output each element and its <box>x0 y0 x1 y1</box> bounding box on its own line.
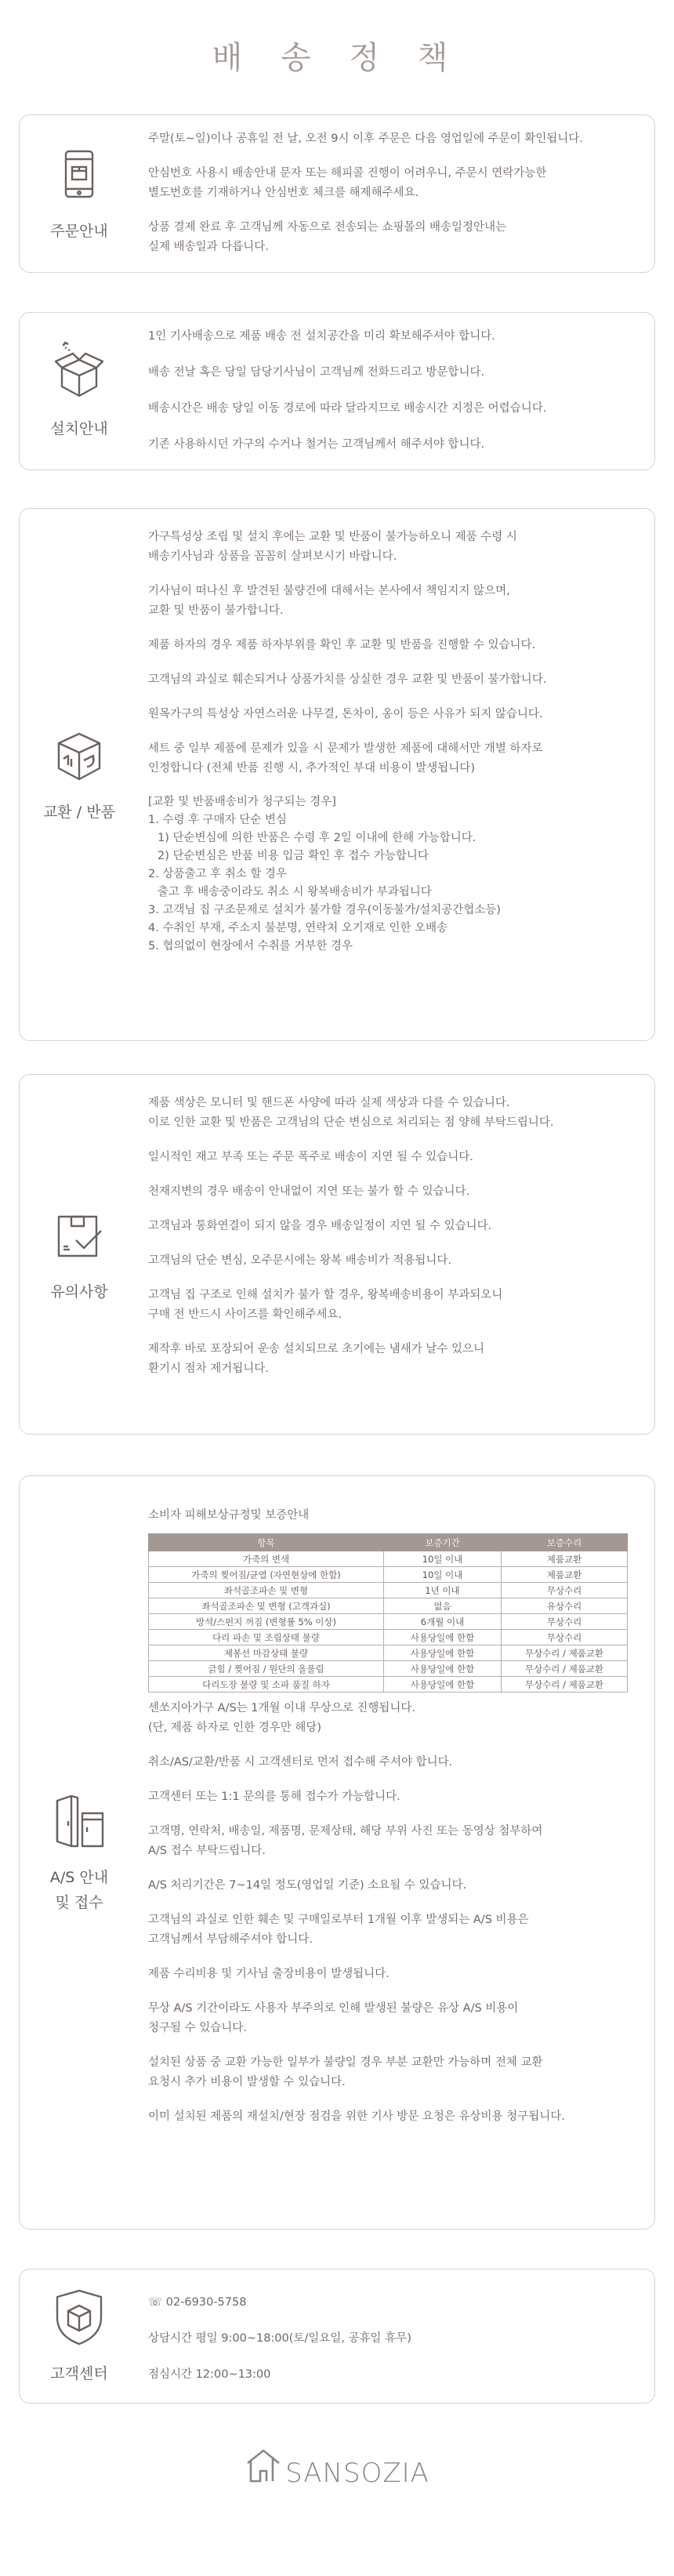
exchange-return-side <box>20 509 139 1040</box>
table-cell: 6개월 이내 <box>384 1614 502 1630</box>
order-info-label: 주문안내 <box>50 222 108 240</box>
table-header: 보증수리 <box>502 1534 628 1551</box>
cs-lunch: 점심시간 12:00~13:00 <box>148 2368 271 2381</box>
table-row <box>149 1598 628 1614</box>
caution-paragraph: 고객님과 통화연결이 되지 않을 경우 배송일정이 지연 될 수 있습니다. <box>148 1220 492 1232</box>
exchange-paragraph: 고객님의 과실로 훼손되거나 상품가치를 상실한 경우 교환 및 반품이 불가합니다. <box>148 673 547 686</box>
table-row <box>149 1661 628 1677</box>
table-header-row <box>149 1534 628 1551</box>
table-cell: 무상수리 <box>502 1630 628 1645</box>
table-row <box>149 1677 628 1693</box>
as-paragraph: 고객센터 또는 1:1 문의를 통해 접수가 가능합니다. <box>148 1791 400 1803</box>
table-cell: 방석/스펀지 꺼짐 (변형률 5% 이상) <box>149 1614 384 1630</box>
order-paragraph: 상품 결제 완료 후 고객님께 자동으로 전송되는 쇼핑몰의 배송일정안내는 실제 배송일과 다릅니다. <box>148 221 507 253</box>
brand-logo <box>0 2447 674 2487</box>
as-section <box>19 1475 655 2230</box>
install-paragraph: 1인 기사배송으로 제품 배송 전 설치공간을 미리 확보해주셔야 합니다. <box>148 330 495 343</box>
as-paragraph: 고객님의 과실로 인한 훼손 및 구매일로부터 1개월 이후 발생되는 A/S 비용은 고객님께서 부담해주셔야 합니다. <box>148 1914 529 1946</box>
table-row <box>149 1630 628 1645</box>
table-row <box>149 1614 628 1630</box>
table-row <box>149 1551 628 1567</box>
return-box-icon <box>48 724 111 790</box>
return-fee-list-title: [교환 및 반품배송비가 청구되는 경우] <box>148 796 336 808</box>
install-paragraph: 배송시간은 배송 당일 이동 경로에 따라 달라지므로 배송시간 지정은 어렵습니다. <box>148 402 547 415</box>
caution-label: 유의사항 <box>50 1283 108 1301</box>
table-cell: 무상수리 / 제품교환 <box>502 1645 628 1661</box>
table-cell: 10일 이내 <box>384 1567 502 1583</box>
warranty-table <box>148 1533 628 1693</box>
install-info-section <box>19 312 655 470</box>
exchange-paragraph: 제품 하자의 경우 제품 하자부위를 확인 후 교환 및 반품을 진행할 수 있습니다. <box>148 639 536 651</box>
caution-section <box>19 1074 655 1435</box>
table-header: 항목 <box>149 1534 384 1551</box>
table-cell: 다리도장 불량 및 소파 품질 하자 <box>149 1677 384 1693</box>
order-info-side <box>20 115 139 272</box>
table-cell: 사용당일에 한함 <box>384 1677 502 1693</box>
table-cell: 무상수리 <box>502 1614 628 1630</box>
list-item: 출고 후 배송중이라도 취소 시 왕복배송비가 부과됩니다 <box>158 886 432 898</box>
table-cell: 사용당일에 한함 <box>384 1630 502 1645</box>
table-cell: 무상수리 / 제품교환 <box>502 1677 628 1693</box>
table-cell: 사용당일에 한함 <box>384 1661 502 1677</box>
list-item: 2. 상품출고 후 취소 할 경우 <box>148 868 287 880</box>
caution-paragraph: 제작후 바로 포장되어 운송 설치되므로 초기에는 냄새가 날수 있으니 환기시 점차 제거됩니다. <box>148 1343 485 1375</box>
house-logo-icon <box>245 2447 282 2487</box>
as-paragraph: 센쏘지아가구 A/S는 1개월 이내 무상으로 진행됩니다. (단, 제품 하자로 인한 경우만 해당) <box>148 1702 416 1734</box>
caution-paragraph: 천재지변의 경우 배송이 안내없이 지연 또는 불가 할 수 있습니다. <box>148 1185 470 1198</box>
table-cell: 제품교환 <box>502 1551 628 1567</box>
list-item: 1) 단순변심에 의한 반품은 수령 후 2일 이내에 한해 가능합니다. <box>158 832 477 844</box>
table-cell: 없음 <box>384 1598 502 1614</box>
install-paragraph: 배송 전날 혹은 당일 담당기사님이 고객님께 전화드리고 방문합니다. <box>148 366 485 379</box>
table-cell: 유상수리 <box>502 1598 628 1614</box>
order-paragraph: 안심번호 사용시 배송안내 문자 또는 해피콜 진행이 어려우니, 주문시 연락가능한 별도번호를 기재하거나 안심번호 체크를 해제해주세요. <box>148 167 547 199</box>
exchange-return-section <box>19 508 655 1041</box>
page-title: 배 송 정 책 <box>212 40 462 76</box>
caution-side <box>20 1075 139 1434</box>
table-row <box>149 1645 628 1661</box>
as-paragraph: 이미 설치된 제품의 재설치/현장 점검을 위한 기사 방문 요청은 유상비용 청구됩니다. <box>148 2110 565 2123</box>
customer-center-label: 고객센터 <box>50 2364 108 2382</box>
table-row <box>149 1567 628 1583</box>
as-label: A/S 안내 및 접수 <box>49 1868 109 1911</box>
as-side <box>20 1476 139 2229</box>
box-check-icon <box>48 1204 111 1270</box>
exchange-paragraph: 기사님이 떠나신 후 발견된 불량건에 대해서는 본사에서 책임지지 않으며, 교환 및 반품이 불가합니다. <box>148 585 510 617</box>
as-paragraph: 고객명, 연락처, 배송일, 제품명, 문제상태, 해당 부위 사진 또는 동영상 첨부하여 A/S 접수 부탁드립니다. <box>148 1825 543 1857</box>
table-cell: 1년 이내 <box>384 1583 502 1598</box>
list-item: 5. 협의없이 현장에서 수취를 거부한 경우 <box>148 940 353 952</box>
table-cell: 무상수리 / 제품교환 <box>502 1661 628 1677</box>
as-paragraph: 설치된 상품 중 교환 가능한 일부가 불량일 경우 부분 교환만 가능하며 전체 교환 요청시 추가 비용이 발생할 수 있습니다. <box>148 2056 543 2088</box>
doors-icon <box>48 1790 111 1856</box>
as-paragraph: 취소/AS/교환/반품 시 고객센터로 먼저 접수해 주셔야 합니다. <box>148 1756 453 1769</box>
caution-paragraph: 고객님의 단순 변심, 오주문시에는 왕복 배송비가 적용됩니다. <box>148 1254 452 1267</box>
install-info-side <box>20 313 139 470</box>
exchange-return-label: 교환 / 반품 <box>43 803 115 821</box>
exchange-paragraph: 원목가구의 특성상 자연스러운 나무결, 톤차이, 옹이 등은 사유가 되지 않습니다. <box>148 708 543 720</box>
table-cell: 다리 파손 및 조립상태 불량 <box>149 1630 384 1645</box>
list-item: 1. 수령 후 구매자 단순 변심 <box>148 814 287 826</box>
shield-box-icon <box>48 2286 111 2352</box>
table-cell: 긁힘 / 찢어짐 / 원단의 올풀림 <box>149 1661 384 1677</box>
cs-phone: ☏ 02-6930-5758 <box>148 2296 247 2309</box>
exchange-paragraph: 세트 중 일부 제품에 문제가 있을 시 문제가 발생한 제품에 대해서만 개별 하자로 인정합니다 (전체 반품 진행 시, 추가적인 부대 비용이 발생됩니다) <box>148 742 543 775</box>
caution-paragraph: 고객님 집 구조로 인해 설치가 불가 할 경우, 왕복배송비용이 부과되오니 구매 전 반드시 사이즈를 확인해주세요. <box>148 1289 503 1321</box>
customer-center-side <box>20 2269 139 2403</box>
open-box-icon <box>48 341 111 407</box>
table-cell: 좌석골조파손 및 변형 <box>149 1583 384 1598</box>
as-paragraph: 무상 A/S 기간이라도 사용자 부주의로 인해 발생된 불량은 유상 A/S 비용이 청구될 수 있습니다. <box>148 2002 519 2034</box>
table-cell: 제품교환 <box>502 1567 628 1583</box>
as-paragraph: A/S 처리기간은 7~14일 정도(영업일 기준) 소요될 수 있습니다. <box>148 1879 467 1892</box>
table-cell: 가죽의 찢어짐/균열 (자연현상에 한함) <box>149 1567 384 1583</box>
tablet-icon <box>48 143 111 209</box>
install-paragraph: 기존 사용하시던 가구의 수거나 철거는 고객님께서 해주셔야 합니다. <box>148 438 485 451</box>
table-cell: 가죽의 변색 <box>149 1551 384 1567</box>
caution-paragraph: 일시적인 재고 부족 또는 주문 폭주로 배송이 지연 될 수 있습니다. <box>148 1151 473 1163</box>
order-info-section <box>19 114 655 273</box>
table-header: 보증기간 <box>384 1534 502 1551</box>
table-cell: 제봉선 마감상태 불량 <box>149 1645 384 1661</box>
list-item: 3. 고객님 집 구조문제로 설치가 불가할 경우(이동불가/설치공간협소등) <box>148 904 501 916</box>
customer-center-section <box>19 2269 655 2404</box>
caution-paragraph: 제품 색상은 모니터 및 핸드폰 사양에 따라 실제 색상과 다를 수 있습니다. 이로 인한 교환 및 반품은 고객님의 단순 변심으로 처리되는 점 양해 부탁드립니다. <box>148 1097 554 1129</box>
table-row <box>149 1583 628 1598</box>
table-cell: 무상수리 <box>502 1583 628 1598</box>
table-cell: 좌석골조파손 및 변형 (고객과실) <box>149 1598 384 1614</box>
order-paragraph: 주말(토~일)이나 공휴일 전 날, 오전 9시 이후 주문은 다음 영업일에 주문이 확인됩니다. <box>148 132 583 145</box>
list-item: 2) 단순변심은 반품 비용 입금 확인 후 접수 가능합니다 <box>158 850 429 862</box>
return-fee-list <box>148 793 636 956</box>
table-cell: 사용당일에 한함 <box>384 1645 502 1661</box>
list-item: 4. 수취인 부재, 주소지 불분명, 연락처 오기재로 인한 오배송 <box>148 922 448 934</box>
cs-hours: 상담시간 평일 9:00~18:00(토/일요일, 공휴일 휴무) <box>148 2332 411 2345</box>
brand-name: SANSOZIA <box>285 2458 429 2489</box>
install-info-label: 설치안내 <box>50 419 108 437</box>
table-cell: 10일 이내 <box>384 1551 502 1567</box>
exchange-paragraph: 가구특성상 조립 및 설치 후에는 교환 및 반품이 불가능하오니 제품 수령 시 배송기사님과 상품을 꼼꼼히 살펴보시기 바랍니다. <box>148 531 517 563</box>
as-paragraph: 제품 수리비용 및 기사님 출장비용이 발생됩니다. <box>148 1968 390 1980</box>
warranty-table-title: 소비자 피해보상규정및 보증안내 <box>148 1509 310 1522</box>
